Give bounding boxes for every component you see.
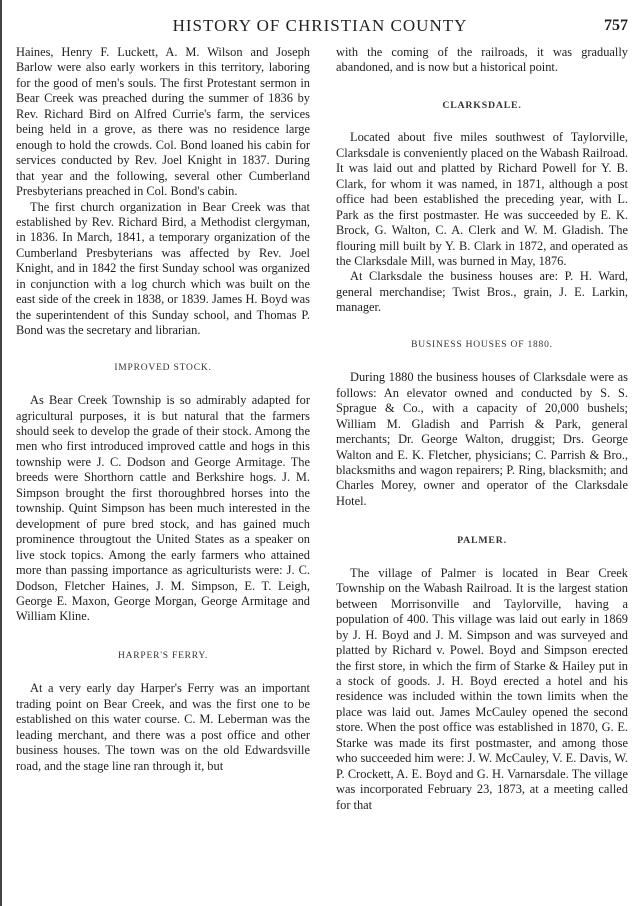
paragraph-first-church: The first church organization in Bear Creek was that established by Rev. Richard Bird, a Methodist clergyman, in 1836. In March, 1841, a temporary organization of the Cumberland Presbyterians was affected by Rev. Joel Knight, and in 1842 the first Sunday school was organized in conjunction with a log church which was built on the east side of the creek in 1838, or 1839. James H. Boyd was the superintendent of this Sunday school, and Thomas P. Bond was the secretary and librarian.	[16, 199, 310, 338]
section-heading-improved-stock: IMPROVED STOCK.	[114, 362, 212, 373]
section-heading-harpers-ferry: HARPER'S FERRY.	[117, 650, 209, 661]
scan-edge-border	[0, 0, 2, 906]
page-header	[0, 16, 640, 38]
paragraph-clarksdale: Located about five miles southwest of Taylorville, Clarksdale is conveniently placed on the Wabash Railroad. It was laid out and platted by Richard Powell for Y. B. Clark, for whom it was named, in 1871, although a post office had been established the preceding year, with L. Park as the first postmaster. He was succeeded by E. K. Brock, G. Walton, C. A. Clerk and W. M. Gladish. The flouring mill built by Y. B. Clark in 1872, and operated as the Clarksdale Mill, was burned in May, 1876.	[336, 130, 628, 268]
paragraph-improved-stock: As Bear Creek Township is so admirably adapted for agricultural purposes, it is but natural that the farmers should seek to develop the grade of their stock. Among the men who first introduced improved cattle and hogs in this township were J. C. Dodson and George Armitage. The breeds were Shorthorn cattle and Berkshire hogs. J. M. Simpson brought the first thoroughbred horses into the township. Quint Simpson has been much interested in the development of pure bred stock, and has gained much prominence througtout the United States as a speaker on live stock topics. Among the early farmers who attained more than passing importance as agriculturists were: J. C. Dodson, Fletcher Haines, J. M. Simpson, E. T. Leigh, George E. Maxon, George Morgan, George Armitage and William Kline.	[16, 393, 310, 624]
paragraph-business-houses-1880: During 1880 the business houses of Clarksdale were as follows: An elevator owned and conducted by S. S. Sprague & Co., with a capacity of 20,000 bushels; William M. Gladish and Parrish & Park, general merchants; Dr. George Walton, druggist; Drs. George Walton and E. K. Fletcher, physicians; C. Parrish & Bro., blacksmiths and wagon repairers; P. Ring, blacksmith; and Charles Morey, owner and operator of the Clarksdale Hotel.	[336, 370, 628, 508]
left-column	[16, 45, 310, 774]
running-title: HISTORY OF CHRISTIAN COUNTY	[172, 16, 468, 35]
section-heading-business-houses-1880: BUSINESS HOUSES OF 1880.	[411, 339, 553, 350]
paragraph-early-workers: Haines, Henry F. Luckett, A. M. Wilson and Joseph Barlow were also early workers in this territory, laboring for the good of men's souls. The first Protestant sermon in Bear Creek was preached during the summer of 1836 by Rev. Richard Bird on Alfred Currie's farm, the services being held in a grove, as there was no residence large enough to hold the crowds. Col. Bond loaned his cabin for services conducted by Rev. Joel Knight in 1837. During that year and the following, several other Cumberland Presbyterians preached in Col. Bond's cabin.	[16, 45, 310, 199]
paragraph-palmer: The village of Palmer is located in Bear Creek Township on the Wabash Railroad. It is the largest station between Morrisonville and Taylorville, having a population of 400. This village was laid out early in 1869 by J. H. Boyd and J. M. Simpson and was surveyed and platted by Richard v. Powel. Boyd and Simpson erected the first store, in which the firm of Starke & Hailey put in a stock of goods. J. H. Boyd erected a hotel and his residence was included within the town limits when the place was laid out. James McCauley opened the second store. When the post office was established in 1870, G. E. Starke was made its first postmaster, and among those who succeeded him were: J. W. McCauley, V. E. Davis, W. P. Crockett, A. E. Boyd and G. H. Varnarsdale. The village was incorporated February 23, 1873, at a meeting called for that	[336, 565, 628, 812]
page-number: 757	[604, 17, 628, 34]
paragraph-clarksdale-business: At Clarksdale the business houses are: P. H. Ward, general merchandise; Twist Bros., grain, J. E. Larkin, manager.	[336, 269, 628, 315]
right-column	[336, 45, 628, 813]
paragraph-harpers-ferry: At a very early day Harper's Ferry was an important trading point on Bear Creek, and was the first one to be established on this water course. C. M. Leberman was the leading merchant, and there was a post office and other business houses. The town was on the old Edwardsville road, and the stage line ran through it, but	[16, 681, 310, 773]
paragraph-railroads: with the coming of the railroads, it was gradually abandoned, and is now but a historical point.	[336, 45, 628, 75]
section-heading-clarksdale: CLARKSDALE.	[442, 99, 522, 111]
section-heading-palmer: PALMER.	[457, 535, 507, 547]
